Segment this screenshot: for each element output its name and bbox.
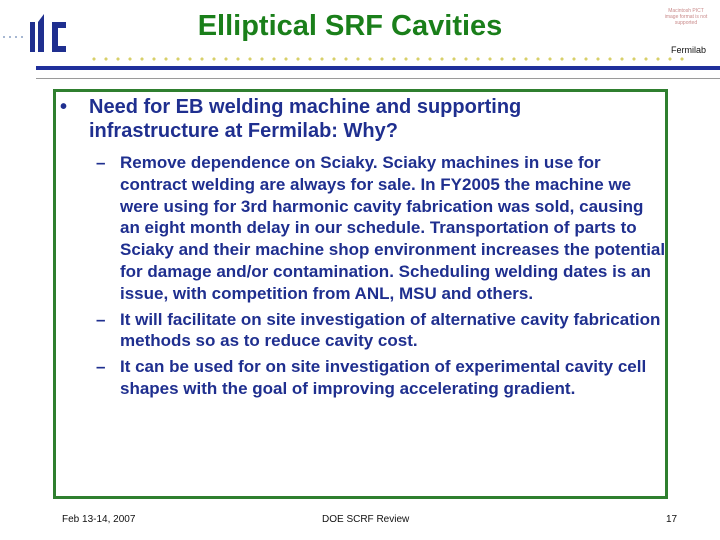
sub-bullet — [96, 152, 666, 305]
organization-label: Fermilab — [671, 45, 707, 55]
slide-title: Elliptical SRF Cavities — [197, 10, 503, 42]
dash-icon: – — [96, 357, 106, 377]
main-bullet-text: Need for EB welding machine and supporting infrastructure at Fermilab: Why? — [89, 96, 522, 142]
sub-bullet-list — [96, 152, 666, 404]
footer-event: DOE SCRF Review — [322, 514, 410, 525]
unsupported-image-note: Macintosh PICT image format is not supported — [664, 8, 708, 26]
page-number: 17 — [666, 514, 678, 525]
ilc-logo — [0, 8, 80, 58]
header-rule-blue — [36, 66, 720, 70]
dash-icon: – — [96, 153, 106, 172]
dash-icon: – — [96, 309, 106, 329]
sub-bullet-text: It can be used for on site investigation of experimental cavity cell shapes with the goal of improving accelerating gradient. — [120, 357, 647, 398]
sub-bullet-text: Remove dependence on Sciaky. Sciaky machines in use for contract welding are always for sale. In FY2005 the machine we were using for 3rd harmonic cavity fabrication was sold, causing an eight month delay in our schedule. Transportation of parts to Sciaky and their machine shop environment increases the potential for damage and/or contamination. Scheduling welding dates is an issue, with competition from ANL, MSU and others. — [120, 153, 666, 303]
sub-bullet-text: It will facilitate on site investigation of alternative cavity fabrication methods so as to reduce cavity cost. — [120, 309, 661, 351]
main-bullet — [60, 95, 640, 143]
header-rule-grey — [36, 78, 720, 79]
footer-date: Feb 13-14, 2007 — [62, 514, 136, 525]
dotted-divider — [88, 56, 688, 62]
bullet-dot-icon: • — [60, 96, 68, 118]
sub-bullet — [96, 356, 666, 400]
sub-bullet — [96, 309, 666, 353]
